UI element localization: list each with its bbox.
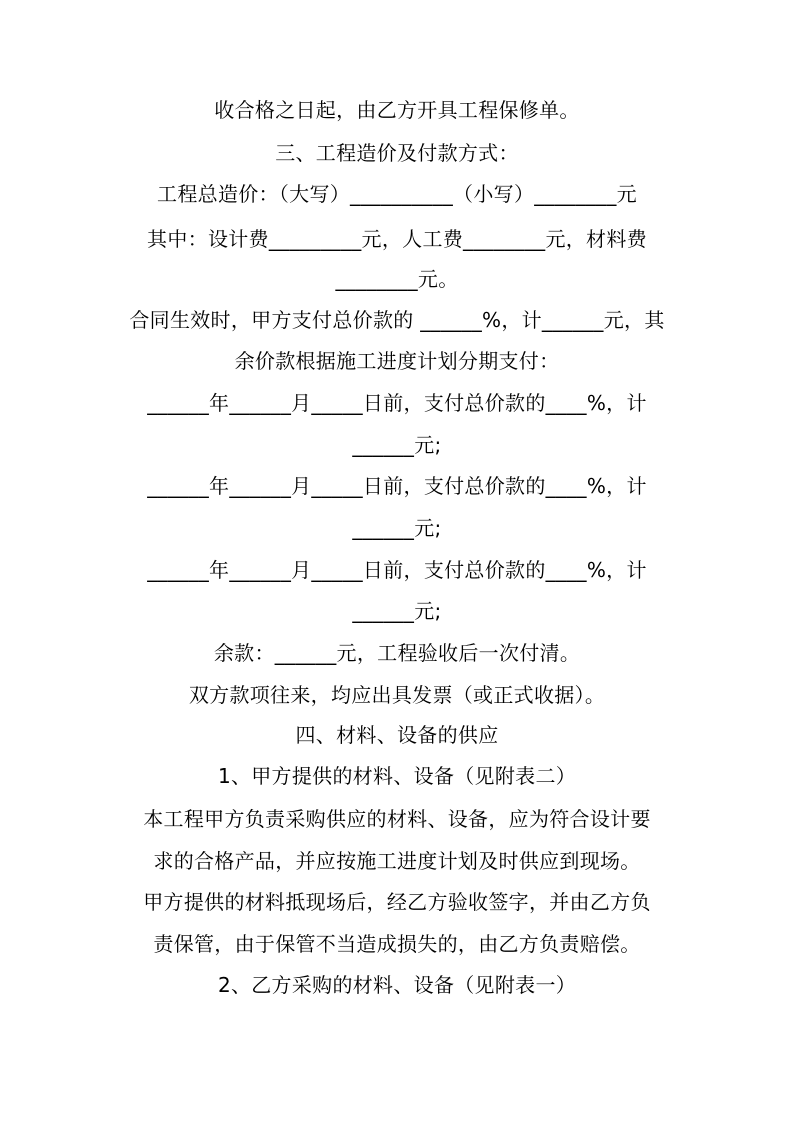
text-line-first-payment: 合同生效时，甲方支付总价款的 ______%，计______元，其 [129,308,665,332]
text-line-balance: 余款：______元，工程验收后一次付清。 [213,641,581,665]
text-line-installment-3: ______年______月_____日前，支付总价款的____%，计 [147,558,647,582]
text-line-fee-breakdown: 其中：设计费_________元，人工费________元，材料费 [147,227,647,251]
text-line-installment-1-amount: ______元; [352,433,442,457]
text-line-installment-3-amount: ______元; [352,599,442,623]
text-line-party-a-custody-1: 甲方提供的材料抵现场后，经乙方验收签字，并由乙方负 [143,890,651,914]
text-line-installment-2-amount: ______元; [352,516,442,540]
subheading-party-b-materials: 2、乙方采购的材料、设备（见附表一） [217,973,577,997]
subheading-party-a-materials: 1、甲方提供的材料、设备（见附表二） [217,764,577,788]
text-line-acceptance: 收合格之日起，由乙方开具工程保修单。 [214,98,580,122]
text-line-installment-1: ______年______月_____日前，支付总价款的____%，计 [147,391,647,415]
section-heading-payment: 三、工程造价及付款方式： [275,141,519,165]
text-line-total-price: 工程总造价：（大写）__________（小写）________元 [157,182,637,206]
text-line-party-a-custody-2: 责保管，由于保管不当造成损失的，由乙方负责赔偿。 [153,932,641,956]
text-line-material-fee: ________元。 [335,267,459,291]
section-heading-materials: 四、材料、设备的供应 [295,723,499,747]
text-line-installment-2: ______年______月_____日前，支付总价款的____%，计 [147,474,647,498]
text-line-invoice: 双方款项往来，均应出具发票（或正式收据）。 [188,683,606,707]
text-line-party-a-supply-1: 本工程甲方负责采购供应的材料、设备，应为符合设计要 [143,807,651,831]
text-line-party-a-supply-2: 求的合格产品，并应按施工进度计划及时供应到现场。 [153,849,641,873]
text-line-installments: 余价款根据施工进度计划分期支付： [234,349,560,373]
